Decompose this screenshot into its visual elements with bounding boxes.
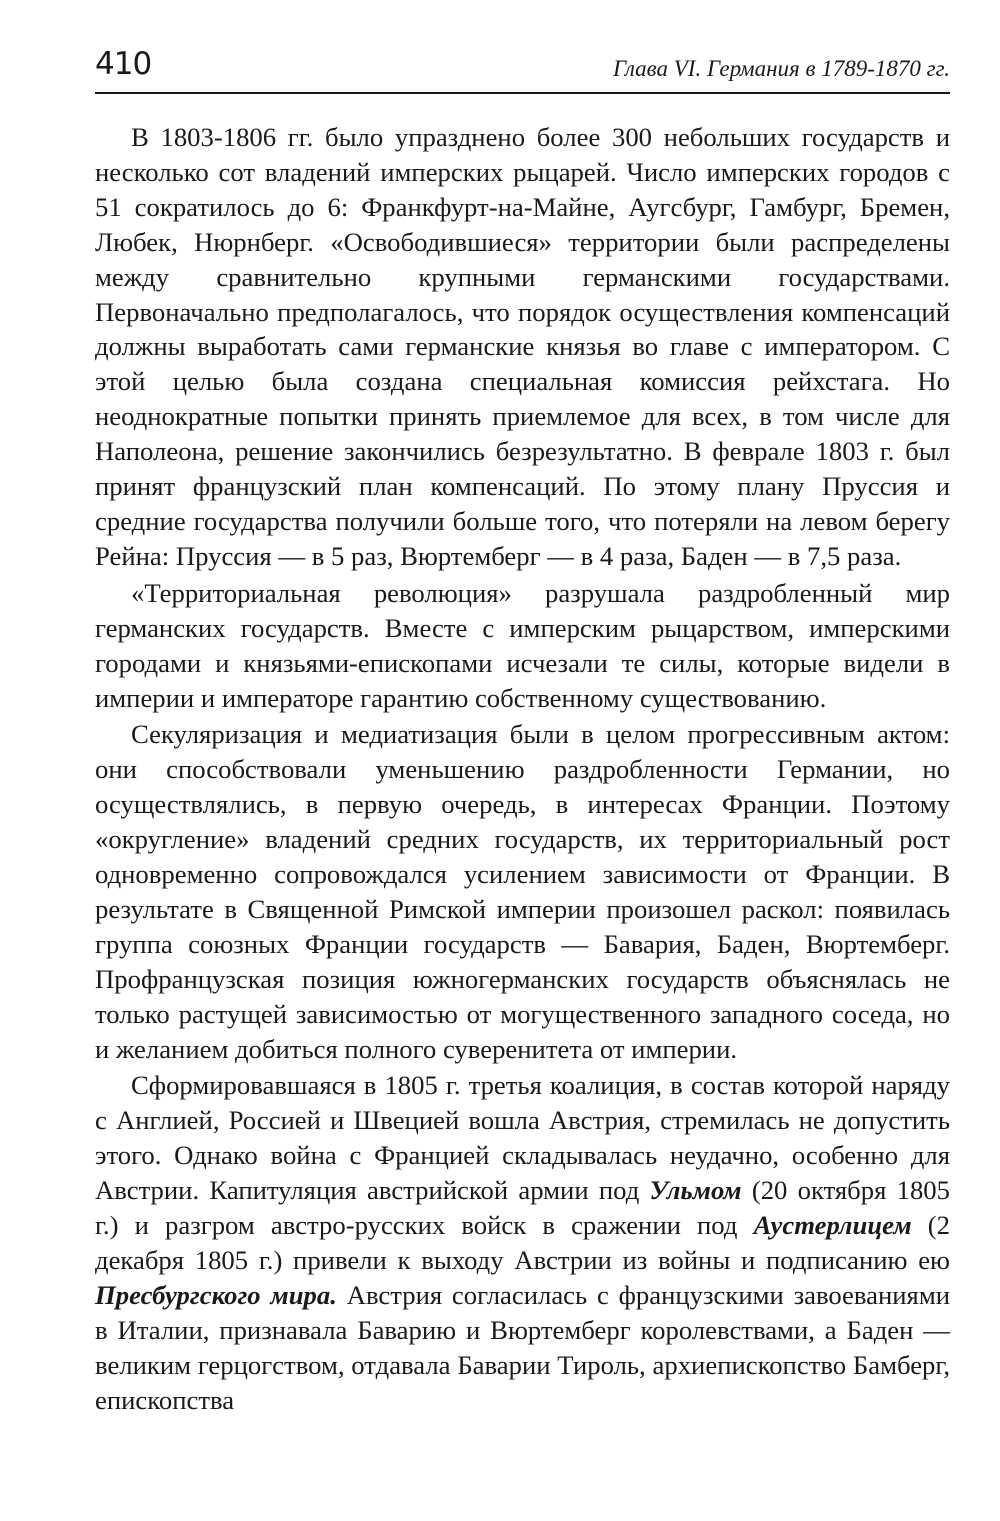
paragraph-2: «Территориальная революция» разрушала раздробленный мир германских государств. Вместе с имперским рыцарством, имперскими городами и князьями-епископами исчезали те силы, которые видели в империи и императоре гарантию собственному существованию. bbox=[95, 577, 950, 713]
paragraph-4 bbox=[95, 1068, 950, 1417]
paragraph-1: В 1803-1806 гг. было упразднено более 300 небольших государств и несколько сот владений имперских рыцарей. Число имперских городов с 51 сократилось до 6: Франкфурт-на-Майне, Аугсбург, Гамбург, Бремен, Любек, Нюрнберг. «Освободившиеся» территории были распределены между сравнительно крупными германскими государствами. Первоначально предполагалось, что порядок осуществления компенсаций должны выработать сами германские князья во главе с императором. С этой целью была создана специальная комиссия рейхстага. Но неоднократные попытки принять приемлемое для всех, в том числе для Наполеона, решение закончились безрезультатно. В феврале 1803 г. был принят французский план компенсаций. По этому плану Пруссия и средние государства получили больше того, что потеряли на левом берегу Рейна: Пруссия — в 5 раз, Вюртемберг — в 4 раза, Баден — в 7,5 раза. bbox=[95, 122, 950, 571]
body-text bbox=[95, 120, 950, 1418]
page-number: 410 bbox=[95, 46, 152, 82]
paragraph-3: Секуляризация и медиатизация были в целом прогрессивным актом: они способствовали уменьшению раздробленности Германии, но осуществлялись, в первую очередь, в интересах Франции. Поэтому «округление» владений средних государств, их территориальный рост одновременно сопровождался усилением зависимости от Франции. В результате в Священной Римской империи произошел раскол: появилась группа союзных Франции государств — Бавария, Баден, Вюртемберг. Профранцузская позиция южногерманских государств объяснялась не только растущей зависимостью от могущественного западного соседа, но и желанием добиться полного суверенитета от империи. bbox=[95, 719, 950, 1064]
page-header bbox=[95, 42, 950, 94]
paragraph-4-text: Австрия согласилась с французскими завоеваниями в Италии, признавала Баварию и Вюртемберг королевствами, а Баден — великим герцогством, отдавала Баварии Тироль, архиепископство Бамберг, епископства bbox=[95, 1279, 950, 1415]
emphasis-pressburg-peace: Пресбургского мира. bbox=[95, 1279, 337, 1310]
paragraph-4-text: (2 декабря 1805 г.) привели к выходу Австрии из войны и подписанию ею bbox=[95, 1210, 951, 1275]
paragraph-4-text: Сформировавшаяся в 1805 г. третья коалиция, в состав которой наряду с Англией, Россией и Швецией вошла Австрия, стремилась не допустить этого. Однако война с Францией складывалась неудачно, особенно для Австрии. Капитуляция австрийской армии под bbox=[95, 1070, 950, 1206]
emphasis-ulm: Ульмом bbox=[649, 1175, 742, 1206]
running-head: Глава VI. Германия в 1789-1870 гг. bbox=[613, 56, 950, 81]
paragraph-4-text: (20 октября 1805 г.) и разгром австро-русских войск в сражении под bbox=[95, 1175, 950, 1241]
emphasis-austerlitz: Аустерлицем bbox=[753, 1210, 912, 1241]
